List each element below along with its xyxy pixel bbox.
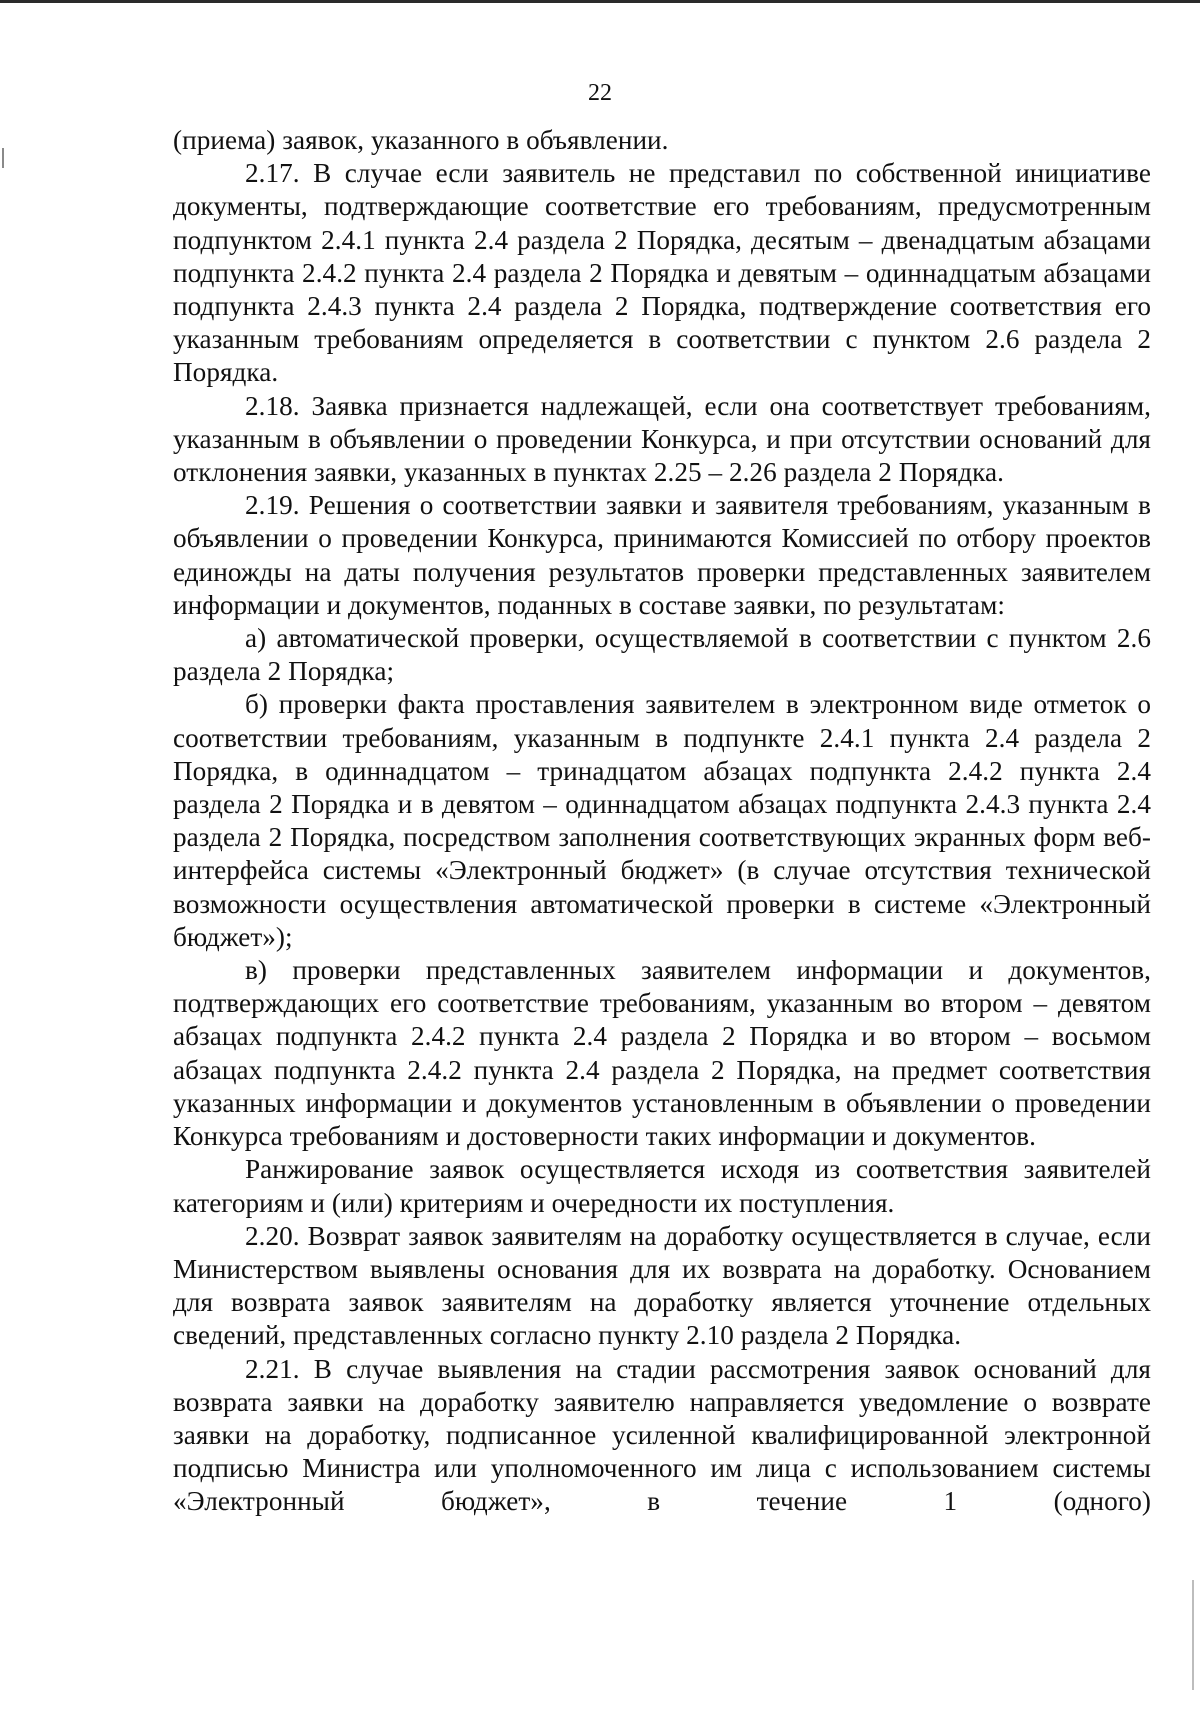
page-number: 22 — [588, 80, 612, 106]
paragraph-2-18: 2.18. Заявка признается надлежащей, если она соответствует требованиям, указанным в объявлении о проведении Конкурса, и при отсутствии оснований для отклонения заявки, указанных в пунктах 2.25 – 2.26 раздела 2 Порядка. — [173, 390, 1151, 488]
scan-margin-mark — [2, 148, 4, 168]
paragraph-2-19-a: а) автоматической проверки, осуществляемой в соответствии с пунктом 2.6 раздела 2 Порядка; — [173, 623, 1151, 687]
paragraph-2-19-v: в) проверки представленных заявителем информации и документов, подтверждающих его соответствие требованиям, указанным во втором – девятом абзацах подпункта 2.4.2 пункта 2.4 раздела 2 Порядка и во втором – восьмом абзацах подпункта 2.4.2 пункта 2.4 раздела 2 Порядка, на предмет соответствия указанных информации и документов установленным в объявлении о проведении Конкурса требованиям и достоверности таких информации и документов. — [173, 955, 1151, 1152]
paragraph-2-20: 2.20. Возврат заявок заявителям на доработку осуществляется в случае, если Министерством выявлены основания для их возврата на доработку. Основанием для возврата заявок заявителям на доработку является уточнение отдельных сведений, представленных согласно пункту 2.10 раздела 2 Порядка. — [173, 1220, 1151, 1351]
scan-top-edge — [0, 0, 1200, 3]
scan-edge-shadow — [1192, 1580, 1194, 1690]
paragraph-2-19-b: б) проверки факта проставления заявителем в электронном виде отметок о соответствии требованиям, указанным в подпункте 2.4.1 пункта 2.4 раздела 2 Порядка, в одиннадцатом – тринадцатом абзацах подпункта 2.4.2 пункта 2.4 раздела 2 Порядка и в девятом – одиннадцатом абзацах подпункта 2.4.3 пункта 2.4 раздела 2 Порядка, посредством заполнения соответствующих экранных форм веб-интерфейса системы «Электронный бюджет» (в случае отсутствия технической возможности осуществления автоматической проверки в системе «Электронный бюджет»); — [173, 689, 1151, 952]
paragraph-continuation: (приема) заявок, указанного в объявлении. — [173, 125, 669, 155]
paragraph-2-19: 2.19. Решения о соответствии заявки и заявителя требованиям, указанным в объявлении о проведении Конкурса, принимаются Комиссией по отбору проектов единожды на даты получения результатов проверки представленных заявителем информации и документов, поданных в составе заявки, по результатам: — [173, 490, 1151, 620]
paragraph-2-21: 2.21. В случае выявления на стадии рассмотрения заявок оснований для возврата заявки на доработку заявителю направляется уведомление о возврате заявки на доработку, подписанное усиленной квалифицированной электронной подписью Министра или уполномоченного им лица с использованием системы «Электронный бюджет», в течение 1 (одного) — [173, 1353, 1151, 1517]
paragraph-ranking: Ранжирование заявок осуществляется исходя из соответствия заявителей категориям и (или) критериям и очередности их поступления. — [173, 1154, 1151, 1218]
document-body — [173, 124, 1151, 1519]
paragraph-2-17: 2.17. В случае если заявитель не представил по собственной инициативе документы, подтверждающие соответствие его требованиям, предусмотренным подпунктом 2.4.1 пункта 2.4 раздела 2 Порядка, десятым – двенадцатым абзацами подпункта 2.4.2 пункта 2.4 раздела 2 Порядка и девятым – одиннадцатым абзацами подпункта 2.4.3 пункта 2.4 раздела 2 Порядка, подтверждение соответствия его указанным требованиям определяется в соответствии с пунктом 2.6 раздела 2 Порядка. — [173, 158, 1151, 388]
